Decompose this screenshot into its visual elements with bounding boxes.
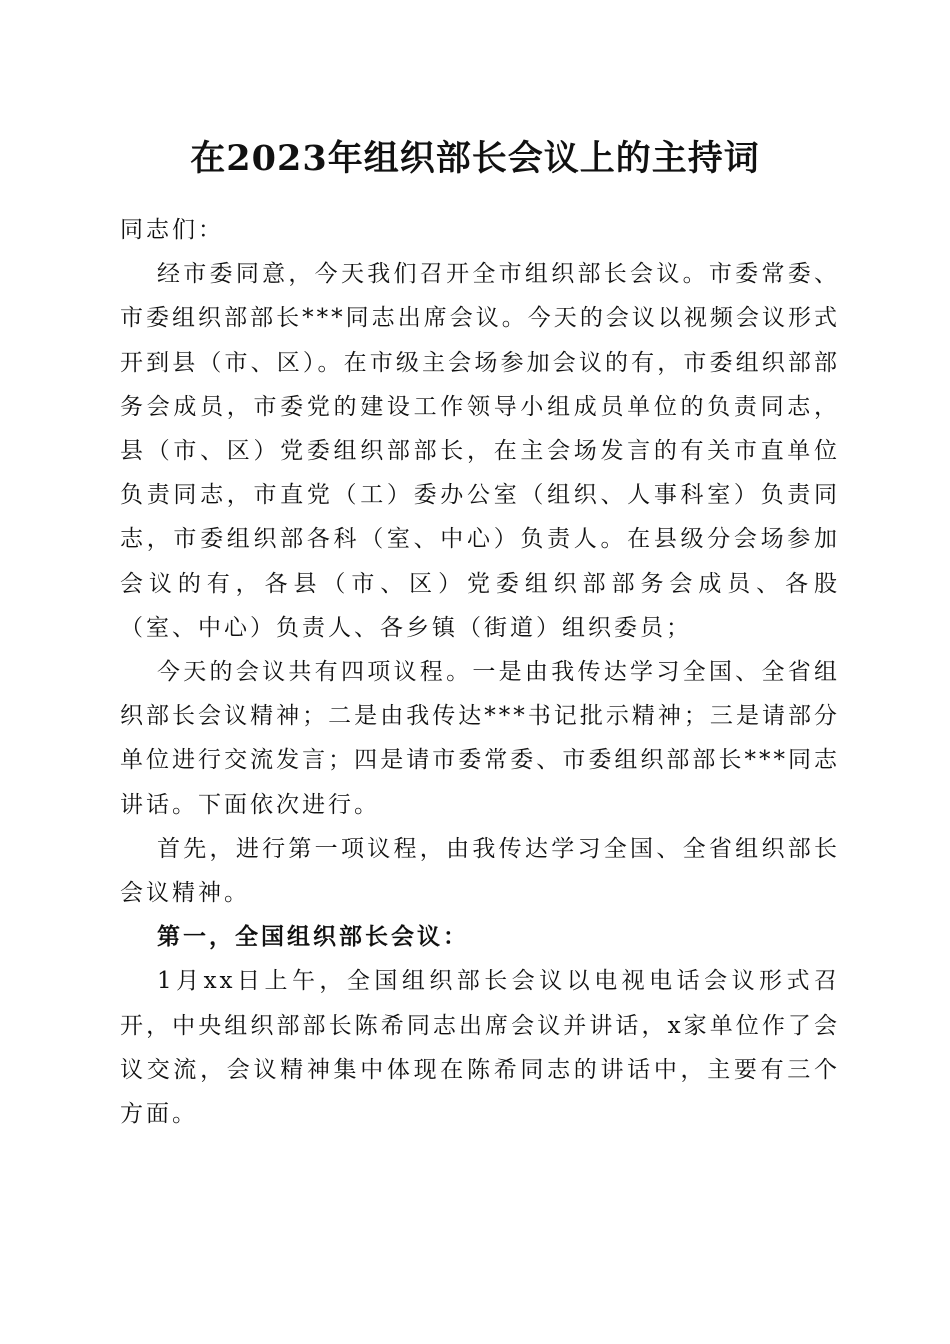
paragraph-first-item: 首先，进行第一项议程，由我传达学习全国、全省组织部长会议精神。 — [120, 835, 840, 907]
paragraph-agenda: 今天的会议共有四项议程。一是由我传达学习全国、全省组织部长会议精神；二是由我传达***书记批示精神；三是请部分单位进行交流发言；四是请市委常委、市委组织部部长***同志讲话。下面依次进行。 — [120, 659, 840, 818]
document-body — [120, 208, 840, 1136]
section-heading: 第一，全国组织部长会议： — [157, 923, 469, 951]
paragraph-national-meeting: 1月xx日上午，全国组织部长会议以电视电话会议形式召开，中央组织部部长陈希同志出席会议并讲话，x家单位作了会议交流，会议精神集中体现在陈希同志的讲话中，主要有三个方面。 — [120, 968, 840, 1128]
salutation: 同志们： — [120, 217, 224, 243]
document-title: 在2023年组织部长会议上的主持词 — [190, 138, 760, 179]
paragraph-opening: 经市委同意，今天我们召开全市组织部长会议。市委常委、市委组织部部长***同志出席会议。今天的会议以视频会议形式开到县（市、区）。在市级主会场参加会议的有，市委组织部部务会成员，市委党的建设工作领导小组成员单位的负责同志，县（市、区）党委组织部部长，在主会场发言的有关市直单位负责同志，市直党（工）委办公室（组织、人事科室）负责同志，市委组织部各科（室、中心）负责人。在县级分会场参加会议的有，各县（市、区）党委组织部部务会成员、各股（室、中心）负责人、各乡镇（街道）组织委员； — [120, 261, 840, 641]
